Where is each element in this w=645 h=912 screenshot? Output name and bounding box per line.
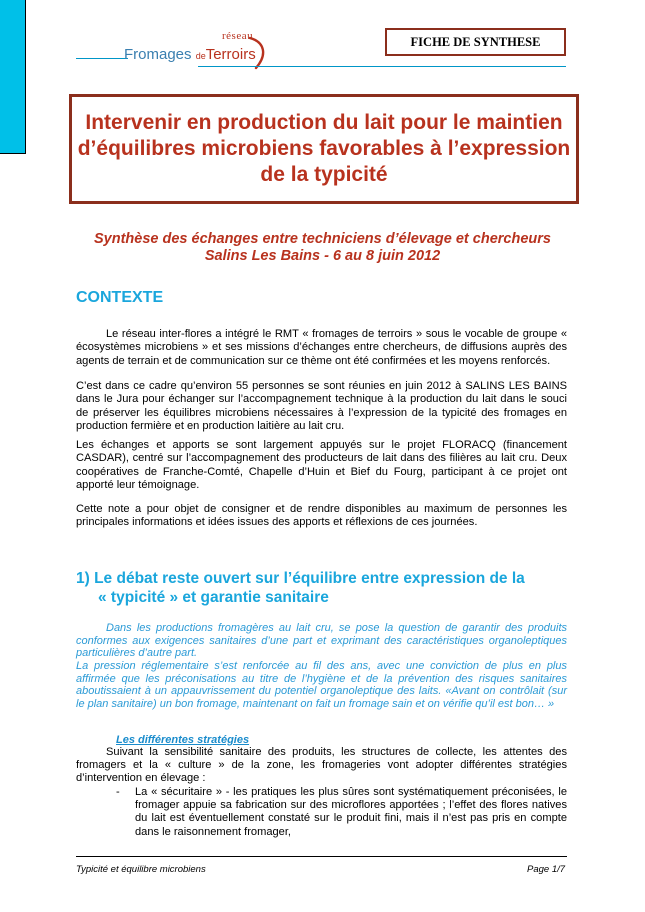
footer-document-title: Typicité et équilibre microbiens bbox=[76, 864, 206, 875]
title-box bbox=[69, 94, 579, 204]
page-title: Intervenir en production du lait pour le maintien d’équilibres microbiens favorables à l’expression de la typicité bbox=[77, 111, 571, 186]
contexte-heading: CONTEXTE bbox=[76, 289, 164, 306]
subtitle-line1: Synthèse des échanges entre techniciens d’élevage et chercheurs bbox=[94, 231, 551, 247]
logo-underline bbox=[76, 58, 128, 59]
subtitle bbox=[40, 231, 605, 265]
section-1-heading-line1: 1) Le débat reste ouvert sur l’équilibre entre expression de la bbox=[76, 570, 525, 587]
contexte-paragraph-2: C’est dans ce cadre qu’environ 55 personnes se sont réunies en juin 2012 à SALINS LES BAINS dans le Jura pour échanger sur l’accompagnement technique à la production du lait dans le souci de préserver les équilibres microbiens nécessaires à l’expression de la typicité des fromages en production fermière et en production laitière au lait cru. bbox=[76, 380, 567, 433]
quote-paragraph-1: Dans les productions fromagères au lait cru, se pose la question de garantir des produits conformes aux exigences sanitaires d’une part et exprimant des caractéristiques organoleptiques particulières d’autre part. bbox=[76, 622, 567, 660]
section-1-heading-line2: « typicité » et garantie sanitaire bbox=[98, 589, 329, 606]
logo-reseau-text: réseau bbox=[222, 30, 254, 42]
strategies-heading: Les différentes stratégies bbox=[116, 734, 250, 746]
logo-name-de: de bbox=[195, 51, 206, 61]
side-tab-marker bbox=[0, 0, 26, 154]
bullet-dash: - bbox=[116, 786, 120, 798]
logo-name-part1: Fromages bbox=[124, 46, 196, 63]
subtitle-line2: Salins Les Bains - 6 au 8 juin 2012 bbox=[204, 248, 441, 264]
bullet-item-securitaire: La « sécuritaire » - les pratiques les plus sûres sont systématiquement préconisées, le fromager appuie sa fabrication sur des microflores apportées ; l’effet des flores natives du lait est éventuellement constaté sur le produit fini, mais il n’est pas pris en compte dans le raisonnement fromager, bbox=[135, 786, 567, 838]
quote-paragraph-2: La pression réglementaire s’est renforcée au fil des ans, avec une conviction de plus en plus affirmée que les préconisations au titre de l’hygiène et de la prévention des risques sanitaires aboutissaient à un appauvrissement du potentiel organoleptique des laits. «Avant on contrôlait (sur le plan sanitaire) un bon fromage, maintenant on fait un fromage sain et on vérifie qu’il est bon… » bbox=[76, 660, 567, 710]
contexte-paragraph-1: Le réseau inter-flores a intégré le RMT « fromages de terroirs » sous le vocable de groupe « écosystèmes microbiens » et ses missions d’échanges entre chercheurs, de diffusions auprès des agents de terrain et de communication sur ce thème ont été confirmées et les moyens renforcés. bbox=[76, 328, 567, 367]
contexte-paragraph-4: Cette note a pour objet de consigner et de rendre disponibles au maximum de personnes les principales informations et idées issues des apports et réflexions de ces journées. bbox=[76, 503, 567, 529]
footer-page-number: Page 1/7 bbox=[527, 864, 566, 875]
fiche-de-synthese-box: FICHE DE SYNTHESE bbox=[385, 28, 566, 56]
footer-rule bbox=[76, 856, 567, 857]
contexte-paragraph-3: Les échanges et apports se sont largement appuyés sur le projet FLORACQ (financement CASDAR), centré sur l’accompagnement des producteurs de lait dans des filières au lait cru. Deux coopératives de Franche-Comté, Chapelle d’Huin et Bief du Fourg, participant à ce projet ont apporté leur témoignage. bbox=[76, 439, 567, 492]
logo-swoosh-icon bbox=[246, 36, 270, 70]
logo-name bbox=[124, 46, 256, 63]
logo-name-part2: Terroirs bbox=[205, 46, 256, 63]
strategies-paragraph: Suivant la sensibilité sanitaire des produits, les structures de collecte, les attentes des fromagers et la « culture » de la zone, les fromageries vont adopter différentes stratégies d’intervention en élevage : bbox=[76, 746, 567, 785]
logo bbox=[76, 30, 376, 74]
header-rule bbox=[198, 66, 566, 67]
